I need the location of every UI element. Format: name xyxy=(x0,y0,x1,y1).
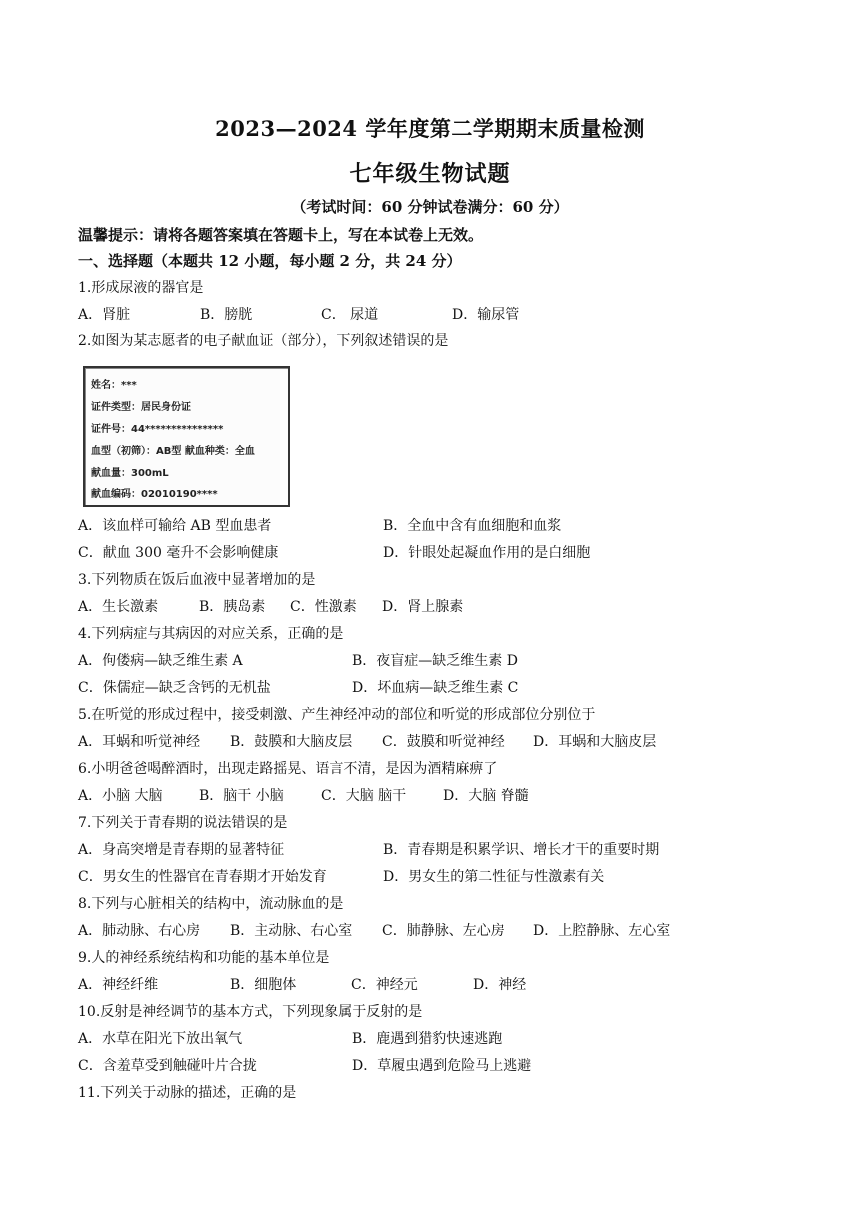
option: B．胰岛素 xyxy=(199,599,266,615)
option: A．佝偻病—缺乏维生素 A xyxy=(78,653,243,669)
card-row: 献血编码：02010190**** xyxy=(91,489,218,500)
option: D．肾上腺素 xyxy=(382,599,464,615)
option: A．耳蜗和听觉神经 xyxy=(78,734,201,750)
question-stem: 3.下列物质在饭后血液中显著增加的是 xyxy=(78,572,316,588)
option: C．侏儒症—缺乏含钙的无机盐 xyxy=(78,680,271,696)
option: D．输尿管 xyxy=(452,307,520,323)
option: D．神经 xyxy=(473,977,527,993)
option: B．细胞体 xyxy=(230,977,297,993)
option: B．鼓膜和大脑皮层 xyxy=(230,734,353,750)
option: D．大脑 脊髓 xyxy=(443,788,529,804)
option: D．坏血病—缺乏维生素 C xyxy=(352,680,519,696)
exam-subtitle: 七年级生物试题 xyxy=(349,161,511,187)
card-row: 证件类型：居民身份证 xyxy=(91,402,191,413)
option: A．身高突增是青春期的显著特征 xyxy=(78,842,285,858)
option: D．草履虫遇到危险马上逃避 xyxy=(352,1058,532,1074)
card-row: 证件号：44*************** xyxy=(91,424,224,435)
question-stem: 7.下列关于青春期的说法错误的是 xyxy=(78,815,288,831)
card-row: 血型（初筛）：AB型 献血种类：全血 xyxy=(91,446,255,457)
option: B．主动脉、右心室 xyxy=(230,923,353,939)
notice: 温馨提示：请将各题答案填在答题卡上，写在本试卷上无效。 xyxy=(78,226,484,244)
option: C．大脑 脑干 xyxy=(321,788,407,804)
option: C．男女生的性器官在青春期才开始发育 xyxy=(78,869,327,885)
option: D．男女生的第二性征与性激素有关 xyxy=(383,869,605,885)
option: C．肺静脉、左心房 xyxy=(382,923,505,939)
option: B．脑干 小脑 xyxy=(199,788,284,804)
option: A．肺动脉、右心房 xyxy=(78,923,201,939)
option: A．水草在阳光下放出氧气 xyxy=(78,1031,243,1047)
option: C．含羞草受到触碰叶片合拢 xyxy=(78,1058,257,1074)
option: C．献血 300 毫升不会影响健康 xyxy=(78,545,279,561)
option: A．该血样可输给 AB 型血患者 xyxy=(78,518,272,534)
option: A．肾脏 xyxy=(78,307,131,323)
question-stem: 2.如图为某志愿者的电子献血证（部分），下列叙述错误的是 xyxy=(78,333,449,349)
option: C．性激素 xyxy=(290,599,357,615)
question-stem: 4.下列病症与其病因的对应关系，正确的是 xyxy=(78,626,344,642)
question-stem: 5.在听觉的形成过程中，接受刺激、产生神经冲动的部位和听觉的形成部位分别位于 xyxy=(78,707,596,723)
option: C．神经元 xyxy=(351,977,418,993)
option: C．鼓膜和听觉神经 xyxy=(382,734,505,750)
blood-donation-card-image xyxy=(83,366,290,507)
option: B．全血中含有血细胞和血浆 xyxy=(383,518,562,534)
card-row: 献血量：300mL xyxy=(91,468,169,479)
question-stem: 11.下列关于动脉的描述，正确的是 xyxy=(78,1085,297,1101)
option: A．神经纤维 xyxy=(78,977,159,993)
option: A．生长激素 xyxy=(78,599,159,615)
option: B．膀胱 xyxy=(200,307,253,323)
option: D．针眼处起凝血作用的是白细胞 xyxy=(383,545,591,561)
option: D．上腔静脉、左心室 xyxy=(533,923,671,939)
section-heading: 一、选择题（本题共 12 小题，每小题 2 分，共 24 分） xyxy=(78,252,462,270)
question-stem: 10.反射是神经调节的基本方式，下列现象属于反射的是 xyxy=(78,1004,423,1020)
question-stem: 6.小明爸爸喝醉酒时，出现走路摇晃、语言不清，是因为酒精麻痹了 xyxy=(78,761,498,777)
option: D．耳蜗和大脑皮层 xyxy=(533,734,657,750)
card-row: 姓名：*** xyxy=(91,380,137,391)
option: C． 尿道 xyxy=(321,307,379,323)
option: A．小脑 大脑 xyxy=(78,788,163,804)
question-stem: 9.人的神经系统结构和功能的基本单位是 xyxy=(78,950,330,966)
question-stem: 8.下列与心脏相关的结构中，流动脉血的是 xyxy=(78,896,344,912)
option: B．青春期是积累学识、增长才干的重要时期 xyxy=(383,842,660,858)
option: B．夜盲症—缺乏维生素 D xyxy=(352,653,518,669)
question-stem: 1.形成尿液的器官是 xyxy=(78,280,204,296)
exam-title: 2023—2024 学年度第二学期期末质量检测 xyxy=(215,116,645,141)
option: B．鹿遇到猎豹快速逃跑 xyxy=(352,1031,503,1047)
exam-info: （考试时间：60 分钟试卷满分：60 分） xyxy=(291,198,569,216)
